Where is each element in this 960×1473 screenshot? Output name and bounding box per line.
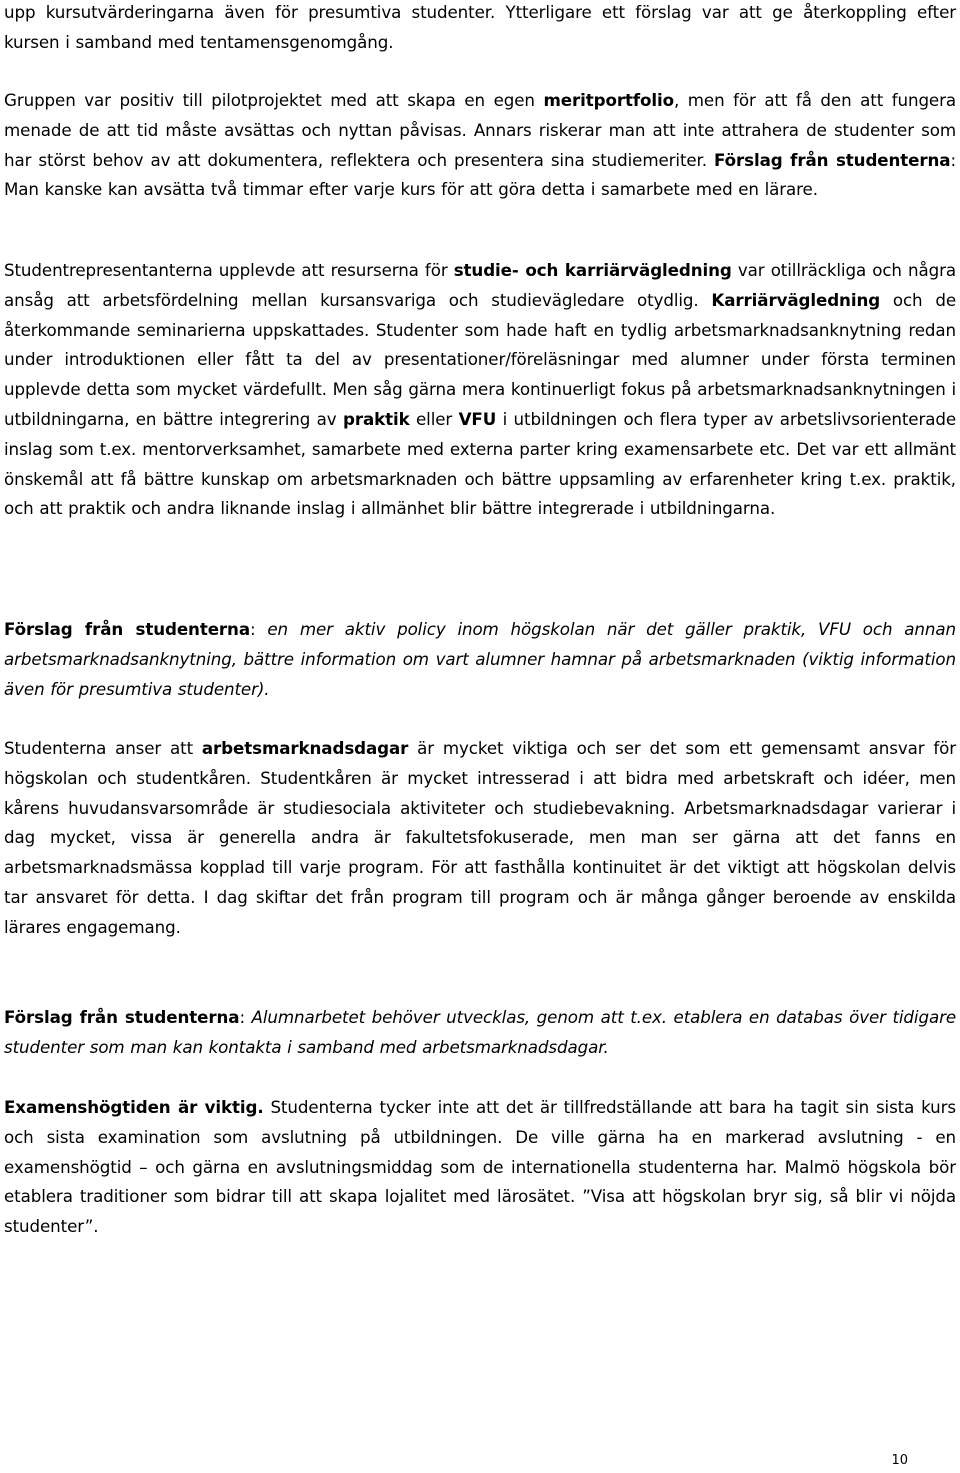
text-segment: är mycket viktiga och ser det som ett gemensamt ansvar för högskolan och studentkåren. Studentkåren är mycket intresserad i att bidra med arbetskraft och idéer, men kårens huvudansvarsområde är studiesociala aktiviteter och studiebevakning. Arbetsmarknadsdagar varierar i dag mycket, vissa är generella andra är fakultetsfokuserade, men man ser gärna att det fanns en arbetsmarknadsmässa kopplad till varje program. För att fasthålla kontinuitet är det viktigt att högskolan delvis tar ansvaret för detta. I dag skiftar det från program till program och är många gånger beroende av enskilda lärares engagemang. xyxy=(4,738,956,937)
text-segment: Gruppen var positiv till pilotprojektet med att skapa en egen xyxy=(4,90,544,110)
paragraph-7 xyxy=(4,1093,956,1242)
text-segment: arbetsmarknadsdagar xyxy=(201,738,409,758)
text-segment: : xyxy=(250,619,268,639)
text-segment: Förslag från studenterna xyxy=(4,619,250,639)
text-segment: var otillräckliga och några ansåg att arbetsfördelning mellan kursansvariga och studievägledare otydlig. xyxy=(4,260,956,310)
paragraph-2 xyxy=(4,86,956,205)
text-segment: meritportfolio xyxy=(543,90,674,110)
paragraph-5 xyxy=(4,734,956,943)
text-segment: Karriärvägledning xyxy=(711,289,881,310)
text-segment: Förslag från studenterna xyxy=(714,149,951,170)
paragraph-4 xyxy=(4,615,956,704)
paragraph-3 xyxy=(4,256,956,524)
text-segment: eller xyxy=(409,408,459,429)
paragraph-1 xyxy=(4,0,956,58)
text-segment: i utbildningen och flera typer av arbetslivsorienterade inslag som t.ex. mentorverksamhet, samarbete med externa parter kring examensarbete etc. Det var ett allmänt önskemål att få bättre kunskap om arbetsmarknaden och bättre uppsamling av erfarenheter kring t.ex. praktik, och att praktik och andra liknande inslag i allmänhet blir bättre integrerade i utbildningarna. xyxy=(4,408,957,519)
text-segment: och de återkommande seminarierna uppskattades. Studenter som hade haft en tydlig arbetsmarknadsanknytning redan under introduktionen eller fått ta del av presentationer/föreläsningar med alumner under första terminen upplevde detta som mycket värdefullt. Men såg gärna mera kontinuerligt fokus på arbetsmarknadsanknytningen i utbildningarna, en bättre integrering av xyxy=(4,289,956,429)
text-segment: studie- och karriärvägledning xyxy=(453,260,732,280)
text-segment: VFU xyxy=(458,408,497,429)
paragraph-6 xyxy=(4,1003,956,1063)
text-segment: Förslag från studenterna xyxy=(4,1007,240,1027)
text-segment: Alumnarbetet behöver utvecklas, genom att t.ex. etablera en databas över tidigare studenter som man kan kontakta i samband med arbetsmarknadsdagar. xyxy=(4,1007,957,1057)
text-segment: en mer aktiv policy inom högskolan när det gäller praktik, VFU och annan arbetsmarknadsanknytning, bättre information om vart alumner hamnar på arbetsmarknaden (viktig information även för presumtiva studenter). xyxy=(4,619,956,699)
text-segment: : Man kanske kan avsätta två timmar efter varje kurs för att göra detta i samarbete med en lärare. xyxy=(4,149,956,200)
text-segment: : xyxy=(239,1007,252,1027)
text-segment: upp kursutvärderingarna även för presumtiva studenter. Ytterligare ett förslag var att ge återkoppling efter kursen i samband med tentamensgenomgång. xyxy=(4,2,956,52)
text-segment: Studentrepresentanterna upplevde att resurserna för xyxy=(4,260,454,280)
text-segment: Examenshögtiden är viktig. xyxy=(4,1097,264,1117)
text-segment: Studenterna tycker inte att det är tillfredställande att bara ha tagit sin sista kurs och sista examination som avslutning på utbildningen. De ville gärna ha en markerad avslutning - en examenshögtid – och gärna en avslutningsmiddag som de internationella studenterna har. Malmö högskola bör etablera traditioner som bidrar till att skapa lojalitet med lärosätet. ”Visa att högskolan bryr sig, så blir vi nöjda studenter”. xyxy=(4,1097,956,1237)
text-segment: , men för att få den att fungera menade de att tid måste avsättas och nyttan påvisas. Annars riskerar man att inte attrahera de studenter som har störst behov av att dokumentera, reflektera och presentera sina studiemeriter. xyxy=(4,90,956,170)
text-segment: Studenterna anser att xyxy=(4,738,202,758)
page-number: 10 xyxy=(891,1453,908,1468)
text-segment: praktik xyxy=(342,408,410,429)
